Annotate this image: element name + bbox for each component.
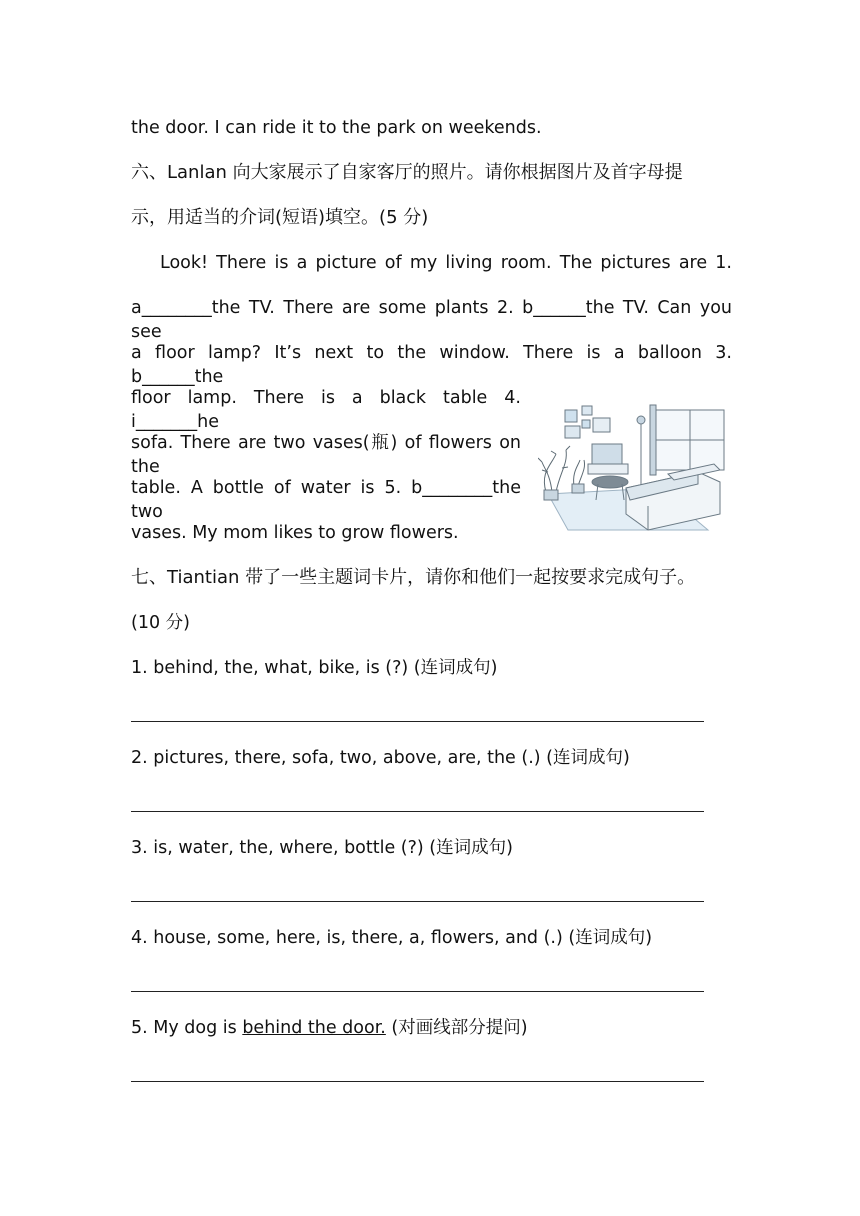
- answer-line-2[interactable]: [131, 811, 704, 812]
- passage-line-5: sofa. There are two vases(瓶) of flowers on the: [131, 433, 521, 477]
- answer-line-4[interactable]: [131, 991, 704, 992]
- question-5-prefix: 5. My dog is: [131, 1018, 243, 1038]
- top-line: the door. I can ride it to the park on weekends.: [131, 118, 542, 138]
- answer-line-5[interactable]: [131, 1081, 704, 1082]
- section6-header-line2: 示，用适当的介词(短语)填空。(5 分): [131, 207, 429, 228]
- question-5-underlined: behind the door.: [242, 1018, 386, 1038]
- living-room-illustration: [538, 402, 733, 532]
- answer-line-3[interactable]: [131, 901, 704, 902]
- answer-line-1[interactable]: [131, 721, 704, 722]
- passage-line-4: floor lamp. There is a black table 4. i_______he: [131, 388, 521, 432]
- passage-line-7: vases. My mom likes to grow flowers.: [131, 523, 459, 543]
- question-5: [131, 1016, 528, 1040]
- section7-header-line2: (10 分): [131, 613, 190, 633]
- question-4: 4. house, some, here, is, there, a, flowers, and (.) (连词成句): [131, 928, 653, 948]
- passage-line-2: a________the TV. There are some plants 2. b______the TV. Can you see: [131, 298, 732, 342]
- passage-line-1: Look! There is a picture of my living room. The pictures are 1.: [160, 253, 732, 273]
- section7-header-line1: 七、Tiantian 带了一些主题词卡片，请你和他们一起按要求完成句子。: [131, 567, 696, 588]
- question-5-suffix: (对画线部分提问): [385, 1018, 528, 1038]
- question-3: 3. is, water, the, where, bottle (?) (连词成句): [131, 838, 513, 858]
- question-1: 1. behind, the, what, bike, is (?) (连词成句): [131, 658, 498, 678]
- passage-line-3: a floor lamp? It’s next to the window. There is a balloon 3. b______the: [131, 343, 732, 387]
- passage-line-6: table. A bottle of water is 5. b________the two: [131, 478, 521, 522]
- section6-header-line1: 六、Lanlan 向大家展示了自家客厅的照片。请你根据图片及首字母提: [131, 162, 683, 183]
- question-2: 2. pictures, there, sofa, two, above, are, the (.) (连词成句): [131, 748, 630, 768]
